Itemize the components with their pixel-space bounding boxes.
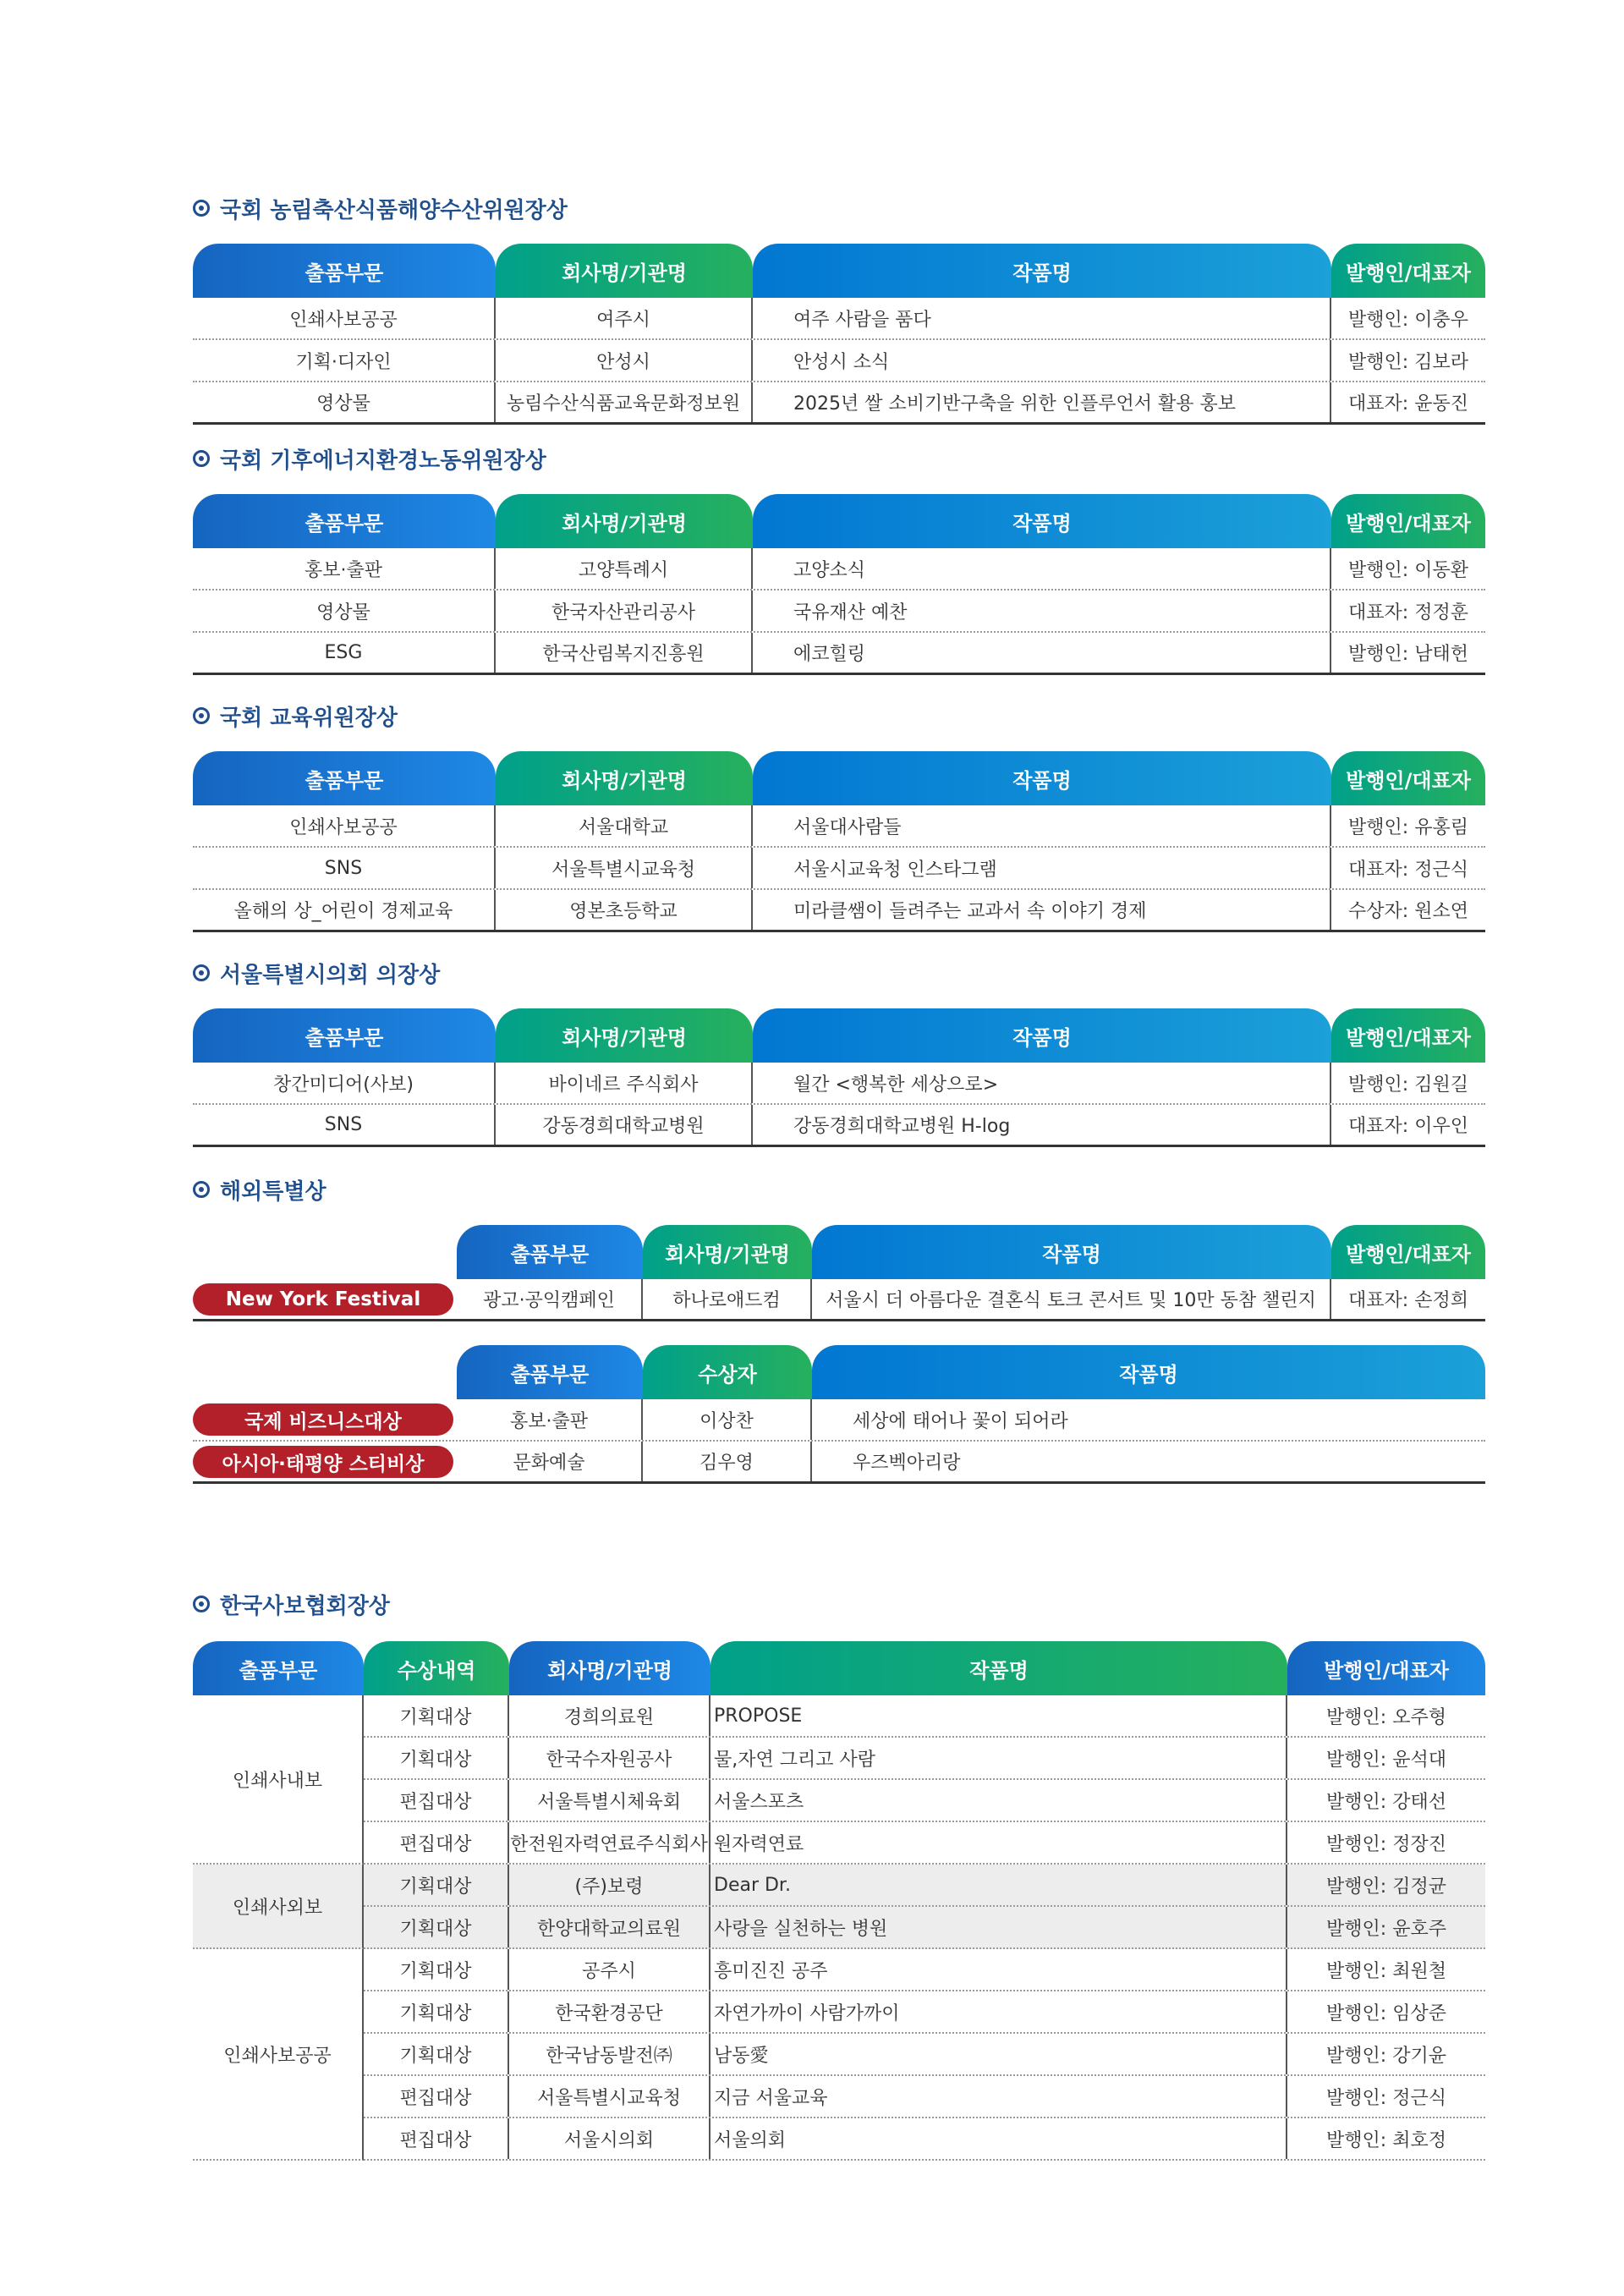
table-row — [193, 340, 1485, 382]
table-body — [193, 1063, 1485, 1147]
header-publisher: 발행인/대표자 — [1331, 1225, 1485, 1279]
cell-category: 문화예술 — [457, 1442, 643, 1481]
cell-publisher: 발행인: 김원길 — [1348, 1074, 1468, 1096]
table-body — [193, 298, 1485, 425]
cell-work: 2025년 쌀 소비기반구축을 위한 인플루언서 활용 홍보 — [753, 382, 1331, 422]
cell-publisher: 발행인: 오주형 — [1326, 1706, 1446, 1728]
cell-company: 서울시의회 — [509, 2118, 710, 2159]
target-bullet-icon — [193, 450, 210, 467]
section-title — [193, 1587, 390, 1621]
header-category: 출품부문 — [457, 1225, 643, 1279]
cell-publisher: 대표자: 윤동진 — [1348, 393, 1468, 415]
table-header — [193, 1641, 1485, 1695]
cell-publisher: 발행인: 최호정 — [1326, 2129, 1446, 2151]
table-body — [193, 1695, 1485, 2161]
cell-group-name: 인쇄사보공공 — [193, 1949, 364, 2161]
cell-award-type: 기획대상 — [364, 1949, 509, 1990]
header-company: 회사명/기관명 — [496, 1008, 753, 1063]
cell-company: 서울특별시교육청 — [496, 848, 753, 888]
cell-category: ESG — [193, 633, 496, 673]
section-title-text: 한국사보협회장상 — [220, 1593, 390, 1619]
cell-work: 월간 <행복한 세상으로> — [753, 1063, 1331, 1103]
cell-work: 에코힐링 — [753, 633, 1331, 673]
section-title — [193, 191, 568, 225]
cell-company: 경희의료원 — [509, 1695, 710, 1736]
table-row — [193, 848, 1485, 890]
cell-award-type: 기획대상 — [364, 1991, 509, 2032]
section-title — [193, 699, 398, 733]
section-title-text: 국회 교육위원장상 — [220, 705, 398, 731]
cell-winner: 김우영 — [643, 1442, 812, 1481]
header-category: 출품부문 — [193, 751, 496, 805]
table-body — [193, 548, 1485, 675]
cell-work: 서울시교육청 인스타그램 — [753, 848, 1331, 888]
cell-work: 사랑을 실천하는 병원 — [710, 1907, 1287, 1947]
cell-award-type: 기획대상 — [364, 1865, 509, 1905]
cell-work: 서울대사람들 — [753, 805, 1331, 846]
cell-work: 강동경희대학교병원 H-log — [753, 1105, 1331, 1145]
header-company: 회사명/기관명 — [643, 1225, 812, 1279]
cell-company: 영본초등학교 — [496, 890, 753, 930]
cell-work: PROPOSE — [710, 1695, 1287, 1736]
cell-category: 영상물 — [193, 590, 496, 631]
table-row — [364, 2118, 1485, 2161]
target-bullet-icon — [193, 1596, 210, 1612]
cell-work: 지금 서울교육 — [710, 2076, 1287, 2117]
cell-work: 서울의회 — [710, 2118, 1287, 2159]
header-award-type: 수상내역 — [364, 1641, 509, 1695]
cell-category: 창간미디어(사보) — [193, 1063, 496, 1103]
target-bullet-icon — [193, 1181, 210, 1198]
section-title-text: 해외특별상 — [220, 1178, 326, 1205]
cell-publisher: 발행인: 남태헌 — [1348, 644, 1468, 665]
cell-award-type: 기획대상 — [364, 1695, 509, 1736]
header-category: 출품부문 — [193, 244, 496, 298]
header-company: 회사명/기관명 — [496, 494, 753, 548]
table-row — [364, 1780, 1485, 1822]
cell-publisher: 발행인: 이충우 — [1348, 309, 1468, 331]
header-category: 출품부문 — [193, 1008, 496, 1063]
table-row — [364, 1822, 1485, 1865]
cell-work: 미라클쌤이 들려주는 교과서 속 이야기 경제 — [753, 890, 1331, 930]
cell-publisher: 발행인: 김정균 — [1326, 1876, 1446, 1898]
cell-category: 홍보·출판 — [193, 548, 496, 589]
table-row — [193, 805, 1485, 848]
cell-company: 한국환경공단 — [509, 1991, 710, 2032]
cell-company: 서울특별시교육청 — [509, 2076, 710, 2117]
award-tag: New York Festival — [193, 1283, 453, 1316]
table-row — [364, 1907, 1485, 1949]
cell-award-type: 편집대상 — [364, 1780, 509, 1821]
cell-winner: 이상찬 — [643, 1399, 812, 1440]
cell-company: 서울특별시체육회 — [509, 1780, 710, 1821]
section-title — [193, 956, 440, 990]
cell-award-type: 기획대상 — [364, 1738, 509, 1778]
cell-company: (주)보령 — [509, 1865, 710, 1905]
header-work: 작품명 — [753, 244, 1331, 298]
section-title — [193, 1173, 326, 1206]
table-row — [193, 548, 1485, 590]
table-row — [193, 633, 1485, 675]
cell-company: 바이네르 주식회사 — [496, 1063, 753, 1103]
header-work: 작품명 — [753, 751, 1331, 805]
cell-group-name: 인쇄사외보 — [193, 1865, 364, 1949]
group-block — [193, 1695, 1485, 1865]
award-tag: 국제 비즈니스대상 — [193, 1403, 453, 1436]
table-row — [364, 2034, 1485, 2076]
table-header — [193, 1008, 1485, 1063]
cell-category: SNS — [193, 1105, 496, 1145]
target-bullet-icon — [193, 707, 210, 724]
cell-work: 흥미진진 공주 — [710, 1949, 1287, 1990]
cell-company: 한국산림복지진흥원 — [496, 633, 753, 673]
cell-company: 안성시 — [496, 340, 753, 381]
cell-company: 서울대학교 — [496, 805, 753, 846]
cell-category: 기획·디자인 — [193, 340, 496, 381]
cell-publisher: 발행인: 최원철 — [1326, 1960, 1446, 1982]
header-work: 작품명 — [753, 1008, 1331, 1063]
header-category: 출품부문 — [193, 1641, 364, 1695]
table-row — [364, 1949, 1485, 1991]
cell-publisher: 발행인: 정근식 — [1326, 2087, 1446, 2109]
header-work: 작품명 — [812, 1225, 1331, 1279]
table-row — [364, 1695, 1485, 1738]
cell-category: 영상물 — [193, 382, 496, 422]
cell-company: 고양특례시 — [496, 548, 753, 589]
cell-work: 고양소식 — [753, 548, 1331, 589]
table-row — [193, 1063, 1485, 1105]
cell-publisher: 발행인: 강기윤 — [1326, 2045, 1446, 2067]
header-category: 출품부문 — [193, 494, 496, 548]
section-title-text: 국회 기후에너지환경노동위원장상 — [220, 448, 546, 474]
cell-work: 안성시 소식 — [753, 340, 1331, 381]
cell-publisher: 대표자: 이우인 — [1348, 1116, 1468, 1137]
cell-publisher: 대표자: 손정희 — [1348, 1290, 1468, 1311]
cell-category: 광고·공익캠페인 — [457, 1279, 643, 1319]
table-row — [364, 1991, 1485, 2034]
header-publisher: 발행인/대표자 — [1287, 1641, 1485, 1695]
cell-work: 우즈벡아리랑 — [853, 1453, 961, 1474]
cell-publisher: 발행인: 임상준 — [1326, 2002, 1446, 2024]
cell-category: 올해의 상_어린이 경제교육 — [193, 890, 496, 930]
header-publisher: 발행인/대표자 — [1331, 1008, 1485, 1063]
header-work: 작품명 — [753, 494, 1331, 548]
section-title — [193, 442, 546, 475]
cell-work: 서울시 더 아름다운 결혼식 토크 콘서트 및 10만 동참 챌린지 — [812, 1279, 1331, 1319]
cell-company: 한국자산관리공사 — [496, 590, 753, 631]
cell-award-type: 기획대상 — [364, 1907, 509, 1947]
cell-publisher: 발행인: 윤호주 — [1326, 1918, 1446, 1940]
header-work: 작품명 — [710, 1641, 1287, 1695]
cell-work: 원자력연료 — [710, 1822, 1287, 1863]
cell-award-type: 편집대상 — [364, 1822, 509, 1863]
cell-publisher: 발행인: 강태선 — [1326, 1791, 1446, 1813]
cell-work: 물,자연 그리고 사람 — [710, 1738, 1287, 1778]
cell-publisher: 발행인: 유홍림 — [1348, 816, 1468, 838]
section-title-text: 국회 농림축산식품해양수산위원장상 — [220, 197, 568, 223]
cell-company: 농림수산식품교육문화정보원 — [496, 382, 753, 422]
table-row — [193, 890, 1485, 932]
cell-company: 한전원자력연료주식회사 — [509, 1822, 710, 1863]
cell-company: 한국수자원공사 — [509, 1738, 710, 1778]
cell-publisher: 수상자: 원소연 — [1348, 901, 1468, 922]
award-tag: 아시아·태평양 스티비상 — [193, 1446, 453, 1478]
cell-company: 강동경희대학교병원 — [496, 1105, 753, 1145]
cell-award-type: 기획대상 — [364, 2034, 509, 2074]
cell-publisher: 대표자: 정근식 — [1348, 859, 1468, 881]
cell-work: 여주 사람을 품다 — [753, 298, 1331, 338]
table-body — [193, 805, 1485, 932]
group-block — [193, 1865, 1485, 1949]
table-row — [364, 1865, 1485, 1907]
header-company: 회사명/기관명 — [509, 1641, 710, 1695]
table-header — [457, 1345, 1485, 1399]
cell-category: 홍보·출판 — [457, 1399, 643, 1440]
cell-work: 자연가까이 사람가까이 — [710, 1991, 1287, 2032]
header-company: 회사명/기관명 — [496, 244, 753, 298]
cell-publisher: 발행인: 이동환 — [1348, 559, 1468, 581]
header-company: 회사명/기관명 — [496, 751, 753, 805]
table-row — [364, 1738, 1485, 1780]
header-winner: 수상자 — [643, 1345, 812, 1399]
cell-company: 한국남동발전㈜ — [509, 2034, 710, 2074]
cell-work: 세상에 태어나 꽃이 되어라 — [853, 1410, 1068, 1432]
table-row — [193, 1105, 1485, 1147]
target-bullet-icon — [193, 200, 210, 217]
cell-award-type: 편집대상 — [364, 2118, 509, 2159]
table-row — [193, 382, 1485, 425]
cell-award-type: 편집대상 — [364, 2076, 509, 2117]
cell-publisher: 발행인: 윤석대 — [1326, 1749, 1446, 1771]
header-work: 작품명 — [812, 1345, 1485, 1399]
cell-company: 한양대학교의료원 — [509, 1907, 710, 1947]
section-title-text: 서울특별시의회 의장상 — [220, 962, 441, 988]
header-category: 출품부문 — [457, 1345, 643, 1399]
cell-work: Dear Dr. — [710, 1865, 1287, 1905]
cell-category: SNS — [193, 848, 496, 888]
table-row — [193, 590, 1485, 633]
cell-publisher: 대표자: 정정훈 — [1348, 601, 1468, 623]
cell-company: 공주시 — [509, 1949, 710, 1990]
cell-publisher: 발행인: 정장진 — [1326, 1833, 1446, 1855]
table-row — [193, 298, 1485, 340]
table-row — [364, 2076, 1485, 2118]
cell-work: 국유재산 예찬 — [753, 590, 1331, 631]
header-publisher: 발행인/대표자 — [1331, 494, 1485, 548]
cell-publisher: 발행인: 김보라 — [1348, 351, 1468, 373]
cell-category: 인쇄사보공공 — [193, 805, 496, 846]
cell-work: 서울스포츠 — [710, 1780, 1287, 1821]
header-publisher: 발행인/대표자 — [1331, 244, 1485, 298]
table-header — [193, 494, 1485, 548]
table-header — [193, 244, 1485, 298]
target-bullet-icon — [193, 964, 210, 981]
group-block — [193, 1949, 1485, 2161]
cell-company: 여주시 — [496, 298, 753, 338]
cell-group-name: 인쇄사내보 — [193, 1695, 364, 1865]
cell-category: 인쇄사보공공 — [193, 298, 496, 338]
table-header — [193, 751, 1485, 805]
cell-work: 남동愛 — [710, 2034, 1287, 2074]
table-header — [457, 1225, 1485, 1279]
header-publisher: 발행인/대표자 — [1331, 751, 1485, 805]
cell-company: 하나로애드컴 — [643, 1279, 812, 1319]
